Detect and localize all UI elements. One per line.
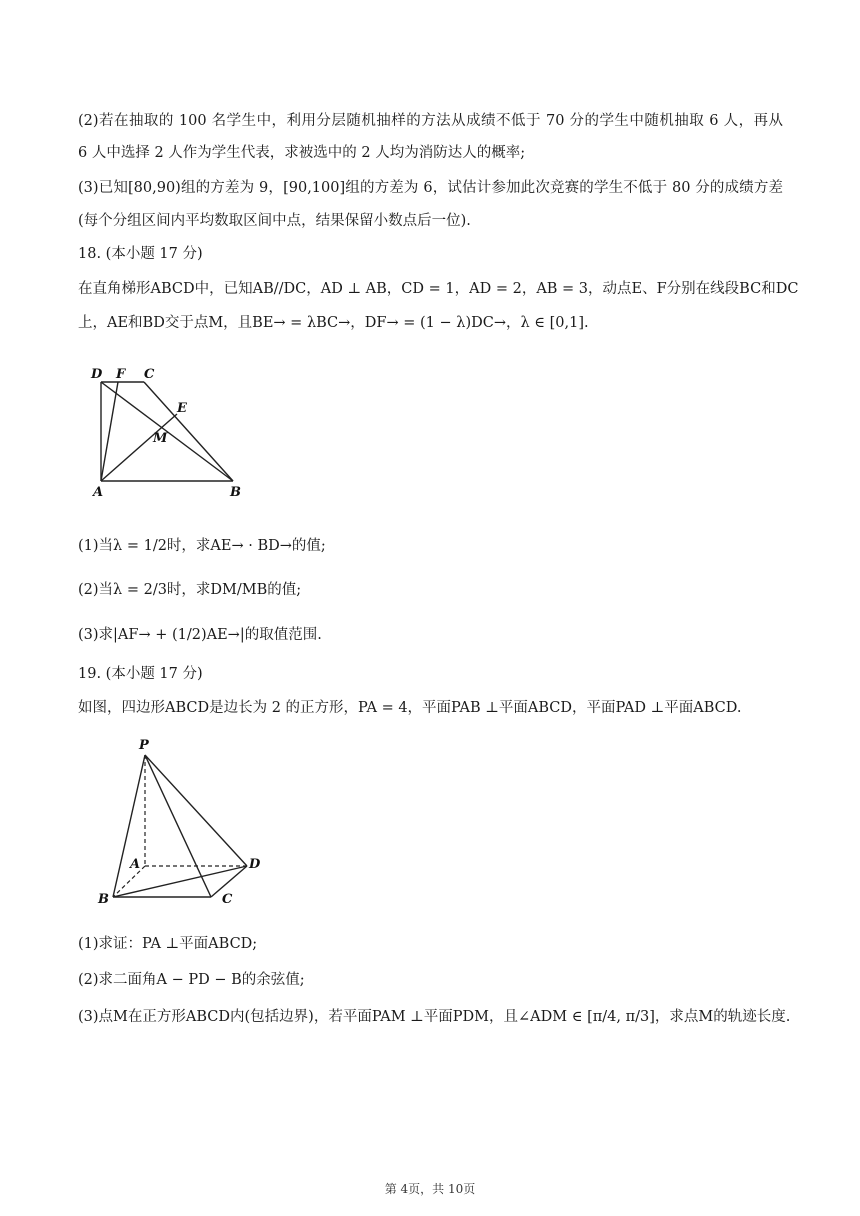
- p19-q1: (1)求证：PA ⊥平面ABCD;: [78, 936, 258, 952]
- label-a: A: [130, 857, 141, 872]
- label-p: P: [139, 738, 149, 753]
- edge-ab-hidden: [113, 866, 145, 897]
- label-e: E: [177, 401, 187, 416]
- segment-ae: [101, 414, 177, 481]
- p18-q1: (1)当λ = 1/2时，求AE→ · BD→的值;: [78, 538, 326, 554]
- trapezoid-figure: [85, 362, 255, 504]
- p18-heading: 18. (本小题 17 分): [78, 246, 203, 262]
- label-b: B: [98, 892, 109, 907]
- page-number: 第 4页，共 10页: [384, 1182, 476, 1196]
- p18-q2: (2)当λ = 2/3时，求DM/MB的值;: [78, 582, 302, 598]
- edge-pd: [145, 755, 247, 866]
- p17-q2-line2: 6 人中选择 2 人作为学生代表，求被选中的 2 人均为消防达人的概率;: [78, 145, 526, 161]
- label-m: M: [153, 431, 168, 446]
- edge-pb: [113, 755, 145, 897]
- label-a: A: [93, 485, 104, 500]
- p18-stem-line1: 在直角梯形ABCD中，已知AB//DC，AD ⊥ AB，CD = 1，AD = 2，AB = 3，动点E、F分别在线段BC和DC: [78, 281, 799, 297]
- p19-stem: 如图，四边形ABCD是边长为 2 的正方形，PA = 4，平面PAB ⊥平面ABCD，平面PAD ⊥平面ABCD.: [78, 700, 742, 716]
- label-d: D: [91, 367, 103, 382]
- p18-stem-line2: 上，AE和BD交于点M，且BE→ = λBC→，DF→ = (1 − λ)DC→，λ ∈ [0,1].: [78, 315, 589, 331]
- edge-pc: [145, 755, 211, 897]
- p19-q3: (3)点M在正方形ABCD内(包括边界)，若平面PAM ⊥平面PDM，且∠ADM ∈ [π/4, π/3]，求点M的轨迹长度.: [78, 1009, 791, 1025]
- p17-q3-line1: (3)已知[80,90)组的方差为 9，[90,100]组的方差为 6，试估计参加此次竞赛的学生不低于 80 分的成绩方差: [78, 180, 783, 196]
- p17-q2-line1: (2)若在抽取的 100 名学生中，利用分层随机抽样的方法从成绩不低于 70 分的学生中随机抽取 6 人，再从: [78, 113, 783, 129]
- label-b: B: [230, 485, 241, 500]
- label-d: D: [249, 857, 261, 872]
- p19-heading: 19. (本小题 17 分): [78, 666, 203, 682]
- p17-q3-line2: (每个分组区间内平均数取区间中点，结果保留小数点后一位).: [78, 213, 471, 229]
- label-f: F: [116, 367, 126, 382]
- pyramid-figure: [92, 735, 272, 910]
- segment-af: [101, 382, 118, 481]
- label-c: C: [222, 892, 233, 907]
- p19-q2: (2)求二面角A − PD − B的余弦值;: [78, 972, 305, 988]
- label-c: C: [144, 367, 155, 382]
- p18-q3: (3)求|AF→ + (1/2)AE→|的取值范围.: [78, 627, 322, 643]
